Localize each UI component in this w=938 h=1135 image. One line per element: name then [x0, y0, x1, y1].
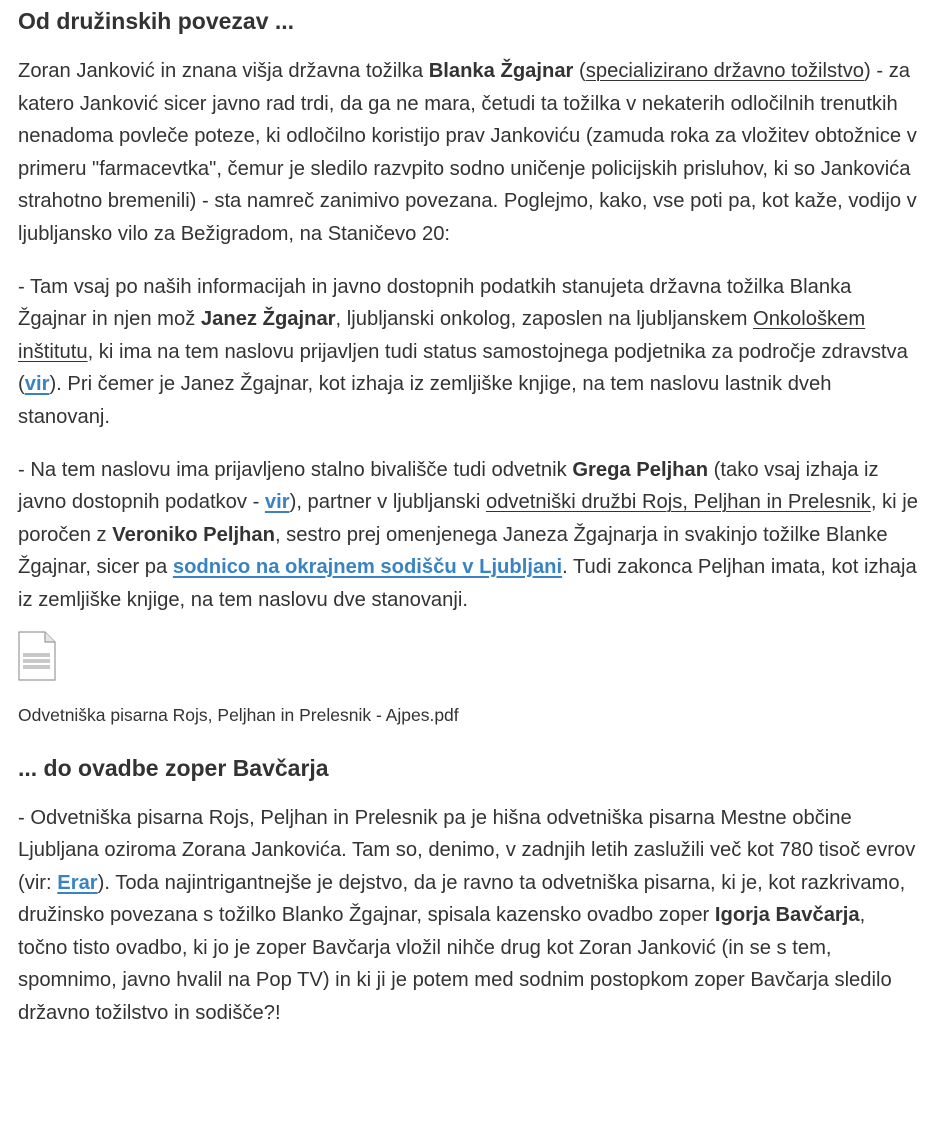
text: - Odvetniška pisarna Rojs, Peljhan in Prelesnik pa je hišna odvetniška pisarna Mestne občine Ljubljana oziroma Zorana Jankovića. Tam so, denimo, v zadnjih letih zaslužili več kot 780 tisoč evrov (vir: [18, 806, 916, 894]
text: (tako vsaj izhaja iz javno dostopnih podatkov - [18, 458, 879, 514]
section-heading-family-ties: Od družinskih povezav ... [18, 8, 295, 34]
link-source[interactable]: vir [264, 491, 290, 514]
text: , sestro prej omenjenega Janeza Žgajnarja in svakinjo tožilke Blanke Žgajnar, sicer pa [18, 523, 888, 579]
text: . Tudi zakonca Peljhan imata, kot izhaja iz zemljiške knjige, na tem naslovu dve stanovanji. [18, 556, 917, 611]
paragraph-peljhan [18, 454, 920, 617]
section-heading-complaint: ... do ovadbe zoper Bavčarja [18, 754, 329, 781]
text: , ki je poročen z [18, 491, 918, 546]
link-law-firm[interactable]: odvetniški družbi Rojs, Peljhan in Prelesnik [485, 491, 871, 514]
name-veronika-peljhan: Veroniko Peljhan [112, 523, 275, 546]
text: , ljubljanski onkolog, zaposlen na ljubljanskem [335, 308, 753, 331]
paragraph-law-firm [18, 802, 920, 1030]
paragraph-intro [18, 55, 920, 251]
text: , točno tisto ovadbo, ki jo je zoper Bavčarja vložil nihče drug kot Zoran Janković (in se s tem, spomnimo, javno hvalil na Pop TV) in ki ji je potem med sodnim postopkom zoper Bavčarja sledilo državno tožilstvo in sodišče?! [18, 904, 892, 1025]
attachment-caption[interactable]: Odvetniška pisarna Rojs, Peljhan in Prelesnik - Ajpes.pdf [18, 704, 459, 725]
text: ). Pri čemer je Janez Žgajnar, kot izhaja iz zemljiške knjige, na tem naslovu lastnik dveh stanovanj. [18, 373, 832, 428]
document-file-icon[interactable] [18, 631, 56, 681]
text: ( [573, 60, 586, 82]
name-grega-peljhan: Grega Peljhan [572, 458, 709, 481]
text: ). Toda najintrigantnejše je dejstvo, da je ravno ta odvetniška pisarna, ki je, kot razkrivamo, družinsko povezana s tožilko Blanko Žgajnar, spisala kazensko ovadbo zoper [18, 871, 906, 927]
link-erar[interactable]: Erar [57, 871, 98, 894]
name-igor-bavcar: Igorja Bavčarja [714, 904, 860, 927]
text: ) - za katero Janković sicer javno rad trdi, da ga ne mara, četudi ta tožilka v nekaterih odločilnih trenutkih nenadoma povleče poteze, ki odločilno koristijo prav Jankoviću (zamuda roka za vložitev obtožnice v primeru "farmacevtka", čemur je sledilo razvpito sodno uničenje policijskih prisluhov, ki so Jankovića strahotno bremenili) - sta namreč zanimivo povezana. Poglejmo, kako, vse poti pa, kot kaže, vodijo v ljubljansko vilo za Bežigradom, na Staničevo 20: [18, 60, 917, 245]
pdf-attachment[interactable] [18, 631, 920, 727]
link-oncology-institute[interactable]: Onkološkem inštitutu [18, 308, 866, 363]
text: ), partner v ljubljanski [289, 491, 486, 514]
text: Zoran Janković in znana višja državna tožilka [18, 60, 429, 82]
text: - Tam vsaj po naših informacijah in javno dostopnih podatkih stanujeta državna tožilka Blanka Žgajnar in njen mož [18, 275, 852, 331]
name-blanka-zgajnar: Blanka Žgajnar [428, 60, 574, 82]
link-source[interactable]: vir [24, 373, 50, 396]
text: - Na tem naslovu ima prijavljeno stalno bivališče tudi odvetnik [18, 458, 573, 481]
link-judge-district-court[interactable]: sodnico na okrajnem sodišču v Ljubljani [172, 556, 563, 579]
link-specialized-prosecution[interactable]: specializirano državno tožilstvo [585, 60, 865, 82]
paragraph-residence [18, 271, 920, 434]
name-janez-zgajnar: Janez Žgajnar [200, 308, 336, 331]
text: , ki ima na tem naslovu prijavljen tudi status samostojnega podjetnika za področje zdravstva ( [18, 340, 908, 396]
